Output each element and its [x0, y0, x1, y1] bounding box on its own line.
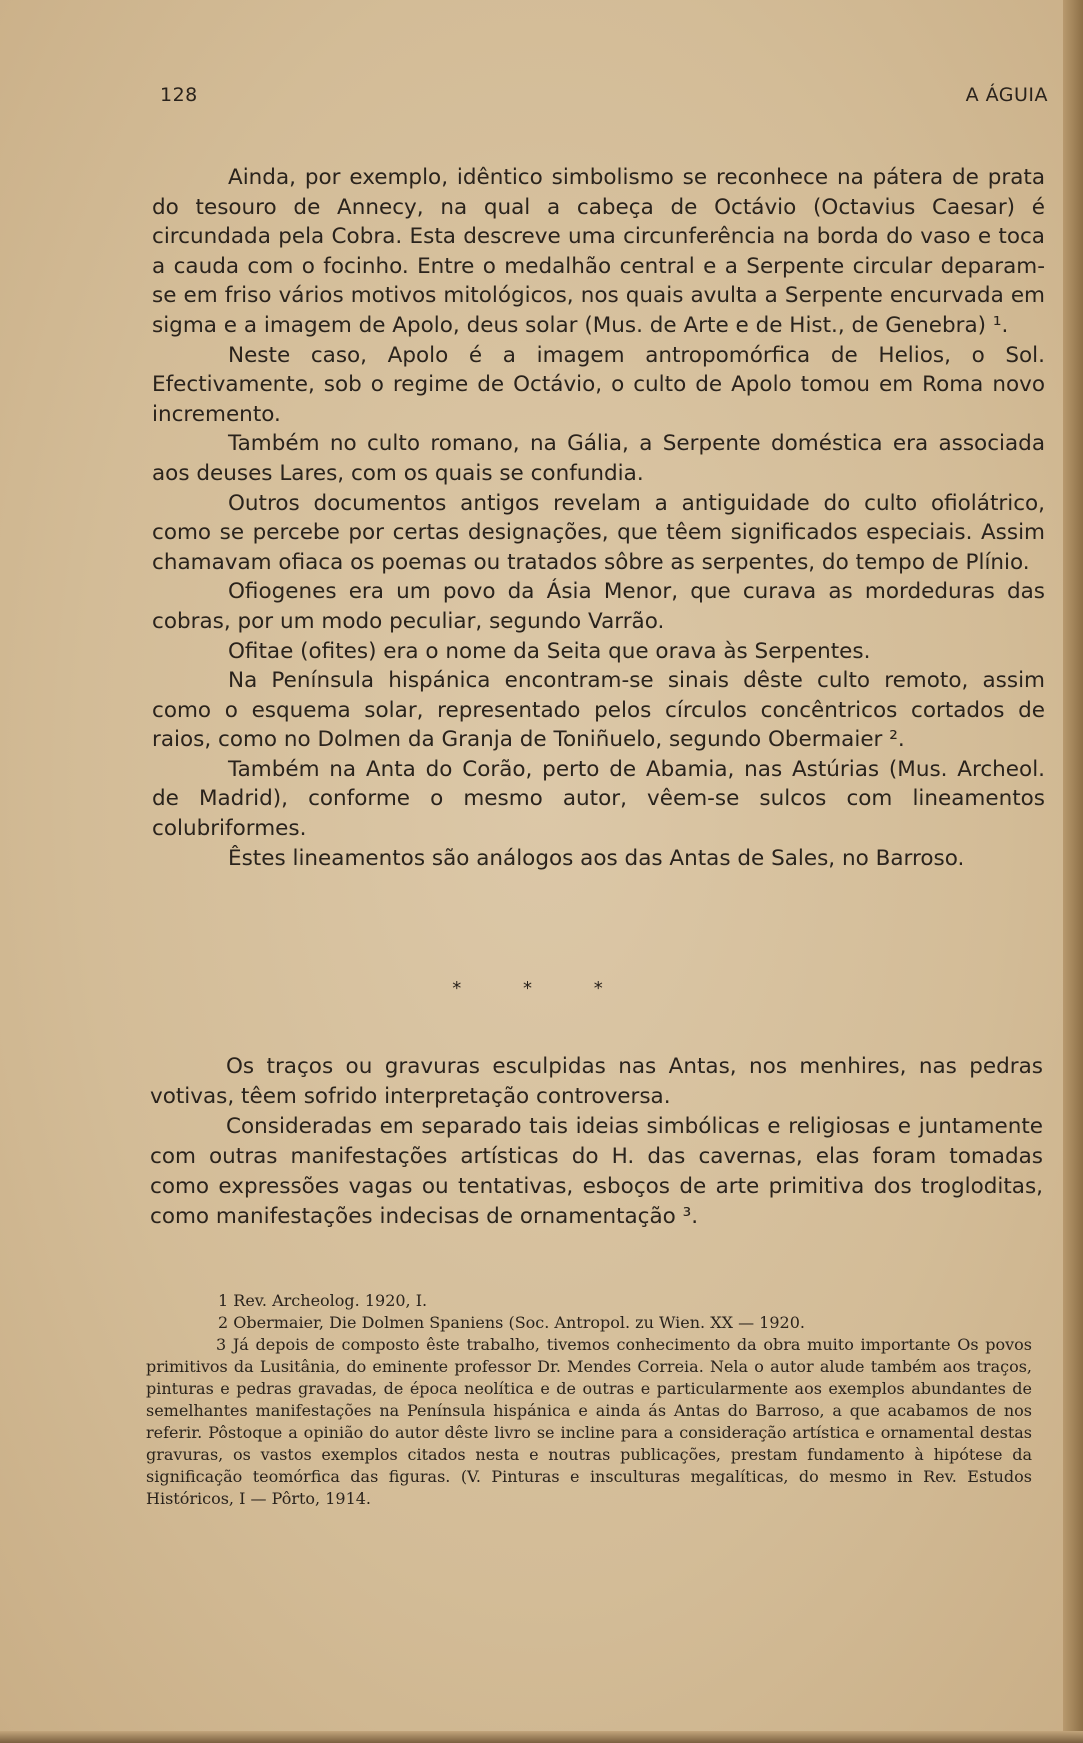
- page-number: 128: [160, 84, 198, 106]
- footnotes: [146, 1290, 1032, 1510]
- footnote: 1 Rev. Archeolog. 1920, I.: [218, 1291, 428, 1310]
- paragraph: Na Península hispánica encontram-se sinais dêste culto remoto, assim como o esquema solar, representado pelos círculos concêntricos cortados de raios, como no Dolmen da Granja de Toniñuelo, segundo Obermaier ².: [152, 668, 1045, 753]
- main-text: [152, 163, 1045, 873]
- footnote: 3 Já depois de composto êste trabalho, tivemos conhecimento da obra muito importante Os povos primitivos da Lusitânia, do eminente professor Dr. Mendes Correia. Nela o autor alude também aos traços, pinturas e pedras gravadas, de época neolítica e de outras e particularmente aos exemplos abundantes de semelhantes manifestações na Península hispánica e ainda ás Antas do Barroso, a que acabamos de nos referir. Pôstoque a opinião do autor dêste livro se incline para a consideração artística e ornamental destas gravuras, os vastos exemplos citados nesta e noutras publicações, prestam fundamento à hipótese da significação teomórfica das figuras. (V. Pinturas e insculturas megalíticas, do mesmo in Rev. Estudos Históricos, I — Pôrto, 1914.: [146, 1335, 1032, 1508]
- paragraph: Neste caso, Apolo é a imagem antropomórfica de Helios, o Sol. Efectivamente, sob o regime de Octávio, o culto de Apolo tomou em Roma novo incremento.: [152, 342, 1045, 427]
- paragraph: Os traços ou gravuras esculpidas nas Antas, nos menhires, nas pedras votivas, têem sofrido interpretação controversa.: [150, 1054, 1043, 1109]
- paragraph: Consideradas em separado tais ideias simbólicas e religiosas e juntamente com outras manifestações artísticas do H. das cavernas, elas foram tomadas como expressões vagas ou tentativas, esboços de arte primitiva dos trogloditas, como manifestações indecisas de ornamentação ³.: [150, 1114, 1043, 1229]
- paragraph: Êstes lineamentos são análogos aos das Antas de Sales, no Barroso.: [228, 845, 965, 871]
- paragraph: Ofitae (ofites) era o nome da Seita que orava às Serpentes.: [228, 638, 871, 664]
- paragraph: Também na Anta do Corão, perto de Abamia, nas Astúrias (Mus. Archeol. de Madrid), conforme o mesmo autor, vêem-se sulcos com lineamentos colubriformes.: [152, 756, 1045, 842]
- paragraph: Ainda, por exemplo, idêntico simbolismo se reconhece na pátera de prata do tesouro de Annecy, na qual a cabeça de Octávio (Octavius Caesar) é circundada pela Cobra. Esta descreve uma circunferência na borda do vaso e toca a cauda com o focinho. Entre o medalhão central e a Serpente circular deparam-se em friso vários motivos mitológicos, nos quais avulta a Serpente encurvada em sigma e a imagem de Apolo, deus solar (Mus. de Arte e de Hist., de Genebra) ¹.: [152, 165, 1045, 338]
- section-separator: * * *: [452, 978, 631, 999]
- page-edge-right: [1063, 0, 1083, 1743]
- main-text-continued: [150, 1052, 1043, 1232]
- footnote: 2 Obermaier, Die Dolmen Spaniens (Soc. Antropol. zu Wien. XX — 1920.: [218, 1313, 805, 1332]
- page-edge-bottom: [0, 1731, 1083, 1743]
- paragraph: Também no culto romano, na Gália, a Serpente doméstica era associada aos deuses Lares, com os quais se confundia.: [152, 431, 1045, 486]
- page-header: [160, 84, 1048, 106]
- paragraph: Ofiogenes era um povo da Ásia Menor, que curava as mordeduras das cobras, por um modo peculiar, segundo Varrão.: [152, 579, 1045, 634]
- paragraph: Outros documentos antigos revelam a antiguidade do culto ofiolátrico, como se percebe por certas designações, que têem significados especiais. Assim chamavam ofiaca os poemas ou tratados sôbre as serpentes, do tempo de Plínio.: [152, 490, 1045, 575]
- running-title: A ÁGUIA: [965, 84, 1048, 106]
